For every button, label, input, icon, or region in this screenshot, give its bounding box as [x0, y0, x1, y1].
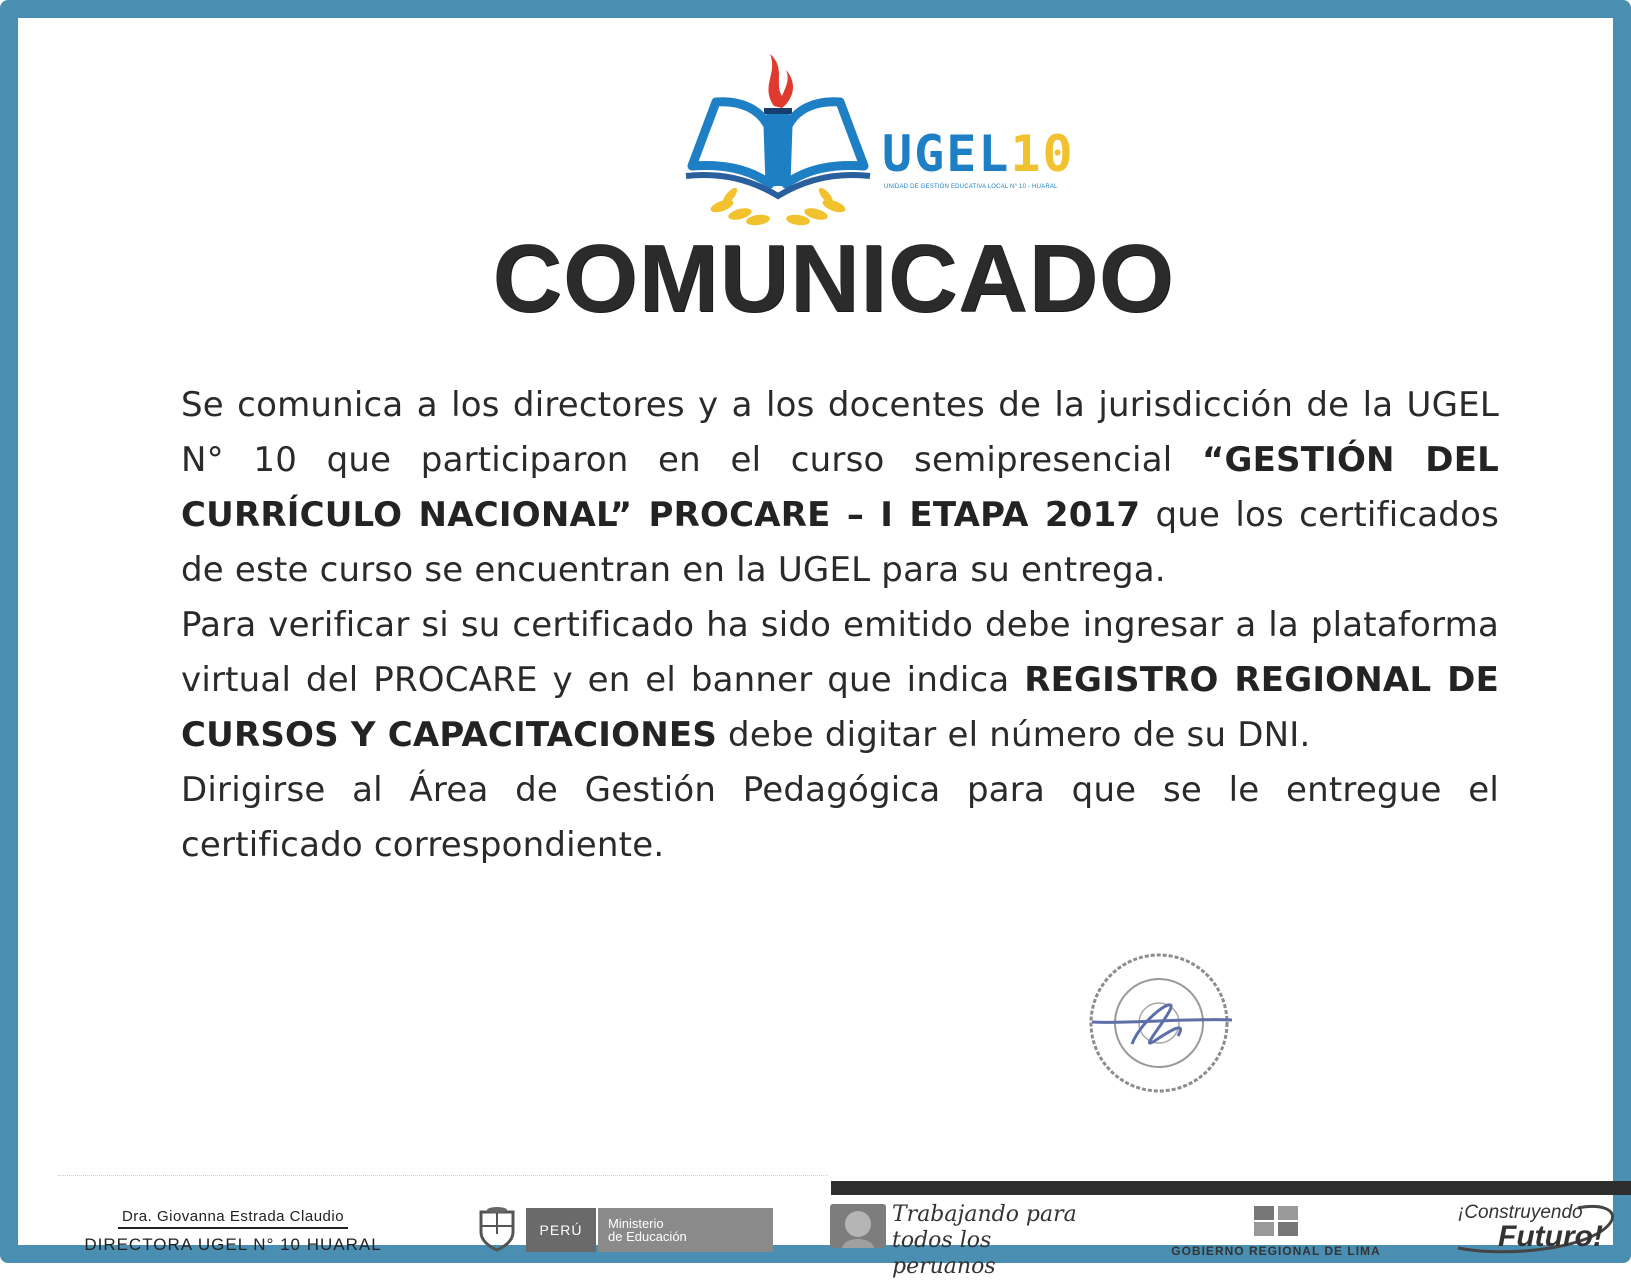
signature-role: DIRECTORA UGEL N° 10 HUARAL: [84, 1235, 382, 1254]
paragraph-1-course-name: “GESTIÓN DEL CURRÍCULO NACIONAL” PROCARE – I ETAPA 2017: [181, 440, 1499, 535]
trabajando-line-1: Trabajando para: [892, 1202, 1077, 1227]
paragraph-2-text-2: debe digitar el número de su DNI.: [717, 715, 1311, 755]
paragraph-2: [181, 598, 1499, 763]
ministerio-line-1: Ministerio: [608, 1216, 664, 1231]
signature-block: [58, 1208, 408, 1255]
paragraph-1: [181, 378, 1499, 598]
paragraph-3-text-1: Dirigirse al Área de Gestión Pedagógica para que se le entregue el certificado correspondiente.: [181, 770, 1499, 865]
minedu-logo: [473, 1206, 773, 1254]
construyendo-label: ¡Construyendo: [1458, 1202, 1583, 1223]
trabajando-logo: [830, 1202, 1100, 1279]
child-photo-icon: [830, 1204, 886, 1248]
trabajando-slogan: [892, 1202, 1100, 1280]
ugel-logo-subtitle: UNIDAD DE GESTIÓN EDUCATIVA LOCAL N° 10 - HUARAL: [884, 184, 1058, 190]
stamp-seal-icon: [1082, 948, 1236, 1098]
paragraph-2-text-1: Para verificar si su certificado ha sido emitido debe ingresar a la plataforma virtual del PROCARE y en el banner que indica: [181, 605, 1499, 700]
futuro-label: Futuro!: [1498, 1220, 1603, 1253]
signature-name: Dra. Giovanna Estrada Claudio: [118, 1208, 348, 1229]
official-stamp: [1082, 948, 1236, 1098]
footer-top-bar: [831, 1181, 1631, 1195]
ugel-logo-number: 10: [1010, 125, 1075, 183]
footer-dotted-divider: [58, 1175, 828, 1176]
construyendo-futuro-logo: [1448, 1198, 1618, 1258]
page-title: COMUNICADO: [492, 225, 1175, 332]
gobierno-emblem-icon: [1252, 1204, 1300, 1238]
paragraph-2-banner-name: REGISTRO REGIONAL DE CURSOS Y CAPACITACIONES: [181, 660, 1499, 755]
peru-label: PERÚ: [526, 1208, 596, 1252]
paragraph-1-text-2: que los certificados de este curso se encuentran en la UGEL para su entrega.: [181, 495, 1499, 590]
ministerio-label: [598, 1208, 773, 1252]
ministerio-line-2: de Educación: [608, 1229, 687, 1244]
gobierno-regional-logo: [1166, 1204, 1386, 1260]
ugel-logo: [682, 46, 1102, 232]
paragraph-3: [181, 763, 1499, 873]
paragraph-1-text-1: Se comunica a los directores y a los docentes de la jurisdicción de la UGEL N° 10 que participaron en el curso semipresencial: [181, 385, 1499, 480]
gobierno-label: GOBIERNO REGIONAL DE LIMA: [1171, 1244, 1381, 1258]
ugel-logo-name: UGEL: [882, 125, 1011, 183]
body-text: [181, 378, 1499, 873]
trabajando-line-2: todos los peruanos: [892, 1228, 996, 1279]
ugel-logo-wordmark: [882, 126, 1075, 182]
peru-crest-icon: [473, 1206, 521, 1254]
